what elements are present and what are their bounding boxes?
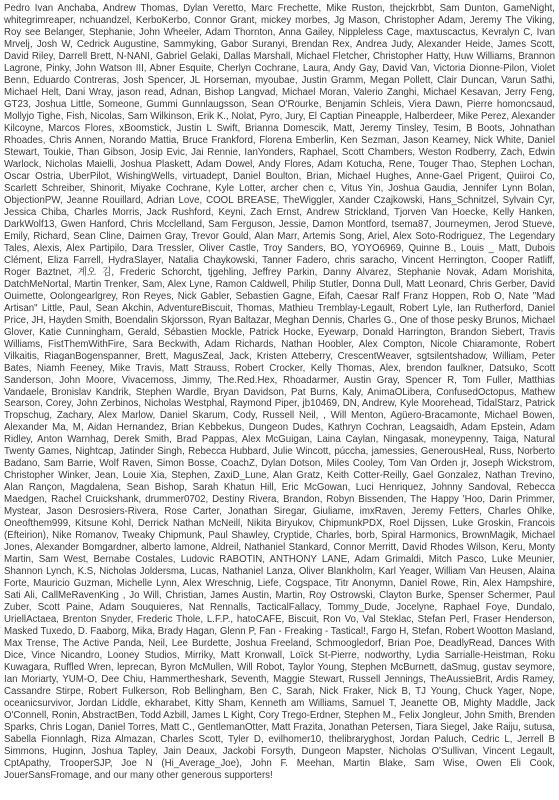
backer-credits-paragraph: Pedro Ivan Anchaba, Andrew Thomas, Dylan Veretto, Marc Frechette, Mike Ruston, thejckrbbt, Sam Dunton, GameNight, whitegrimreaper, nchuandzel, KerboKerbo, Connor Grant, mickey morbes, Jg Mason, Christopher Adam, Jeremy The Viking, Roy see Belanger, Stephanie, John Wheeler, Adam Thornton, Anna Gailey, Nippleless Cage, maxtuscactus, Kevralyn C, Ivan Mrvelj, Josh W, Cedrick Augustine, Sammyking, Gabor Suranyi, Brendan Rex, Andrea Judy, Alexander Heide, James Scott, David Riley, Darrell Brett, N-NANI, Gabriel Gelaki, Dallas Marshall, Michael Fletcher, Christopher Hatty, Huw Williams, Brannon Lagrone, Pinky, John Watson III, Abner Esquite, Cherlyn Cochrane, Laura, Andy Gay, David Van, Victoria Dionne-Pilon, Violet Benn, Eduardo Contreras, Josh Spencer, JL Horseman, myoubae, Justin Gramm, Megan Pollett, Clair Duncan, Varun Sathi, Michael Helt, Dani Wray, jason read, Adnan, Bishop Langvad, Michael Moran, Valerio Zanghi, Michael Kesavan, Jerry Feng, GT23, Joshua Little, Someone, Gummi Gunnlaugsson, Sean O'Rourke, Benjamin Schleis, Viera Dawn, Pierre homoncsaud, Mollyjo Tighe, Fish, Nicolas, Sam Wilkinson, Erik K., Nolat, Pyro, Jury, El Captian Pineapple, Halberdeer, Mike Perez, Alexander Kilcoyne, Marcos Flores, xBoomstick, Justin L Swift, Brianna Domescik, Matt, Jeremy Tinsley, Tesim, B Boots, Johnathan Rhoades, Chris Annen, Norando Mattia, Bruce Frankford, Florena Emberlin, Ken Sezman, Jason Kearney, Nick White, Daniel Stewart, Toukie, Than Gibson, Josip Evic, Jai Rennie, IanYonders, Raphael, Scott Chambers, Weston Rodberry, Zach, Edwin Warlock, Nicholas Maielli, Joshua Plaskett, Adam Dowel, Andy Flores, Adam Kotucha, Rene, Touger Thao, Stephen Lochan, Oscar Ostria, UberPilot, WishingWells, virtuadept, Daniel Boulton, Brian, Michael Hughes, Anne-Gael Prigent, Quiiroi Co, Scarlett Schreiber, Shinorit, Miyake Cochrane, Kyle Lotter, archer chen c, Vitus Yin, Joshua Gaudia, Jennifer Lynn Bolan, ObjectionPW, Jeanne Rouillard, Adrian Love, COOL BREASE, TheWiggler, Xander Czajkowski, Hans_Schnitzel, Sylvain Cyr, Jessica Chiba, Charles Morris, Jack Rushford, Keyni, Zach Ernst, Andrew Strickland, Tjorven Van Hoecke, Kelly Hanken, DarkWolf13, Gwen Hanford, Chris Mcclelland, Sam Ferguson, Jessie, Damon Montford, tsema87, Journeymen, Jerod Stueve, Emily, Richard, Sean Cline, Daimen Gray, Trevor Gould, Alan Marr, Artemis Song, Ariel, Alex Soto-Rodriguez, The Legendary Tales, Alexis, Alex Partipilo, Dara Tressler, Oliver Castle, Troy Sanders, BO, YOYO6969, Quinne B., Louis _ Matt, Dubois Clément, Eliza Farrell, HydraSlayer, Natalia Chaykowski, Tanner Fadero, chris saracho, Vincent Herrington, Cooper Ratliff, Roger Baztnet, 계오 김, Frederic Schorcht, tjgehling, Jeffrey Parkin, Danny Alvarez, Stephanie Novak, Adam Morishita, DatchMeNortal, Martin Trenker, Sam, Alex Lyne, Ramon Caldwell, Philip Stutler, Donna Dull, Matt Leonard, Chris Gerber, David Ouimette, Oolongearlgrey, Ron Reyes, Nick Gabler, Sebastien Gagne, Eifah, Caesar Ralf Franz Hoppen, Rob O, Nate "Mad Artisan" Little, Paul, Sean Akchin, AdventureBiscuit, Thomas, Mathieu Tremblay-Legault, Robert Lyle, Ian Rutherford, Daniel Price, JH, Hayden Smith, Boendalin Skjorsson, Ryan Baltazar, Meghan Dennis, Charles G., One of those pesky Brunos, Michael Glover, Katie Cunningham, Gerald, Sébastien Mockle, Patrick Hocke, Eyewarp, Donald Harrington, Brandon Siebert, Travis Williams, FistThemWithFire, Sara Beckwith, Adam Richards, Nathan Hoobler, Alex Compton, Nicole Chiaramonte, Robert Vilkaitis, RiaganBogenspanner, Brett, MagusZeal, Jack, Kristen Atteberry, CrescentWeaver, sgtsilentshadow, William, Peter Bates, Niamh Feeney, Mike Travis, Matt Strauss, Robert Crocker, Kelly Thomas, Alex, brendon faulkner, Datsuko, Scott Sanderson, John Moore, Vivacemoss, Jimmy, The.Red.Hex, Rhoadarmer, Austin Gray, Spencer R, Tom Fuller, Matthias Vandaele, Bronislav Kandrik, Stephen Wardle, Bryan Davidson, Pat Burns, Kaly, AnimaOLibera, ConfusedOctopus, Mathew Searson, Corey, John Zerbinos, Nicholas Westphal, Raymond Piper, jb10469, DN, Andrew, Kyle Moorehead, TidalStarz, Patrick Tropschug, Zachary, Alex Marlow, Daniel Skarum, Cody, Russell Neil, , Will Menton, Agüero-Bracamonte, Michael Bowen, Alexander Ma, M, Aidan Hernandez, Brian Kebbekus, Dungeon Dudes, Kathryn Cochran, Leagsaidh, Adam Epstein, Adam Ridley, Anton Warnhag, Derek Smith, Brad Pappas, Alex McGuigan, Laina Caylan, Ningasak, moneypenny, Taiga, Natural Twenty Games, Nightcap, Jatinder Singh, Rebecca Hubbard, Julie Wincott, púccha, jamessies, GenerousHeal, Russ, Norberto Badano, Sam Barrie, Wolf Raven, Simon Bosse, CoachZ, Dylan Dotson, Miles Cooley, Tom Van Orden jr, Joseph Wickstrom, Christopher Winker, Jean, Louie Xia, Stephen, ZaxiD_Lune, Alan Gratz, Keith Cotter-Reilly, Gael Gonzalez, Nathan Trevino, Alan Rançon, Magdalena, Sean Bishop, Sarah Khatun Hill, Eric McGowan, Luci Henriquez, Johnny Sandoval, Rebecca Maedgen, Rachel Cruickshank, drummer0702, Destiny Rivera, Brandon, Robyn Bissenden, The Happy 'Hoo, Darin Primmer, Mystear, Jason Desrosiers-Rivera, Rose Carter, Jonathan Siregar, Giuliame, imxRaven, Jeremy Fetters, Charles Ohlke, Oneofthem999, Kitsune Kohl, Derrick Nathan McNeill, Nikita Biryukov, ChipmunkPDX, Roel Dijssen, Luke Groskin, Francois (Efteirion), Nike Romanov, Tweaky Chipmunk, Paul Shawley, Cryptide, Charles, borb, Spiral Harmonics, BrownMagik, Michael Jones, Alexander Bomgardner, alberto lamone, Aldreil, Nathaniel Stankard, Connor Merritt, David Rhodes Wilson, Keru, Monty Martin, Sam West, Bernabe Costales, Ludovic RABOTIN, ANTHONY LANE, Adam Grimaldi, Mitch Pasco, Luke Meunier, Shannon Lynch, K.S, Nicholas Joldersma, Lucas, Nathaniel Lanza, Oliver Blankholm, Karl Yeager, William Van Heusen, Alaina Forte, Mauricio Guzman, Michelle Lynn, Alex Wreschnig, Liefe, Cogspace, Titr Anonymn, Daniel Rowe, Rin, Alex Hampshire, Sati Ali, CallMeRavenKing , Jo Will, Christian, James Austin, Martin, Roy Ostrowski, Clayton Burke, Spenser Schermer, Paul Zuber, Scott Paine, Adam Souquieres, Nat Rennalls, TacticalFallacy, Tommy_Dude, Jocelyne, Raphael Foye, Dundalo, UriellActaea, Brenton Snyder, Frederic Thole, L.F.P., hatoCAFE, Biscuit, Ron Vo, Val Steklac, Stefan Perl, Fraser Henderson, Masked Tuxedo, D. Faaborg, Mika, Brady Hagan, Glenn P, Fan - Freaking - Tastical!, Fargo H, Stefan, Robert Wootton Masland, Max Trense, The Active Panda, Neil, Lee Burdette, Joshua Freeland, Schmoogledorf, Brian Poe, DeadlyRead, Dances With Dice, Vince Nicandro, Looney Studios, Mirriky, Matt Kronwall, Loïck St-Pierre, nodworthy, Lydia Sarrialle-Heistman, Roku Kuwagara, Ruffled Wren, leprecan, Byron McMullen, Will Robot, Taylor Young, Stephen McBurnett, daSmug, gustav seymore, Ian Moriarty, YUM-O, Dee Chiu, Hammertheshark, Seventh, Maggie Stewart, Russell Jennings, TheAussieBrit, Ardis Ramey, Cassandre Stirpe, Robert Fulkerson, Rob Bellingham, Ben C, Sarah, Nick Fraker, Nick B, TJ Young, Chuck Yager, Nope, oceanicsurvivor, Jordan Liddle, ekharabet, Kitty Sham, Kenneth am Williams, Samuel T, Jeanette OB, Mighty Maddle, Jack O'Connell, Ronin, AbstractBen, Todd Azbill, James L Kight, Cory Trego-Erdner, Stephen M., Felix Jongleur, John Smith, Brenden Sparks, Chris Logan, Daniel Torres, Matt C., GentlemanOtter, Matt Frazita, Jonathan Petersen, Tiara Siegel, Jake Raiju, sutusa, Sabella Fionnlagh, Riza Almazan, Charles Scott, Tyler D, evilhomer10, thelibraryghost, Jordan Paluch, Cedric L, Jerrell B Simmons, Huginn, Joshua Tapley, Jain Deaux, Jackobi Forsyth, Dungeon Mapster, Nicholas O'Sullivan, Vincent Legault, CptApathy, TrooperSJP, Joe N (Hi_Average_Joe), John F. Meehan, Martin Blake, Sam Wise, Owen Eli Cook, JouerSansFromage, and our many other generous supporters! bbox=[4, 3, 555, 781]
